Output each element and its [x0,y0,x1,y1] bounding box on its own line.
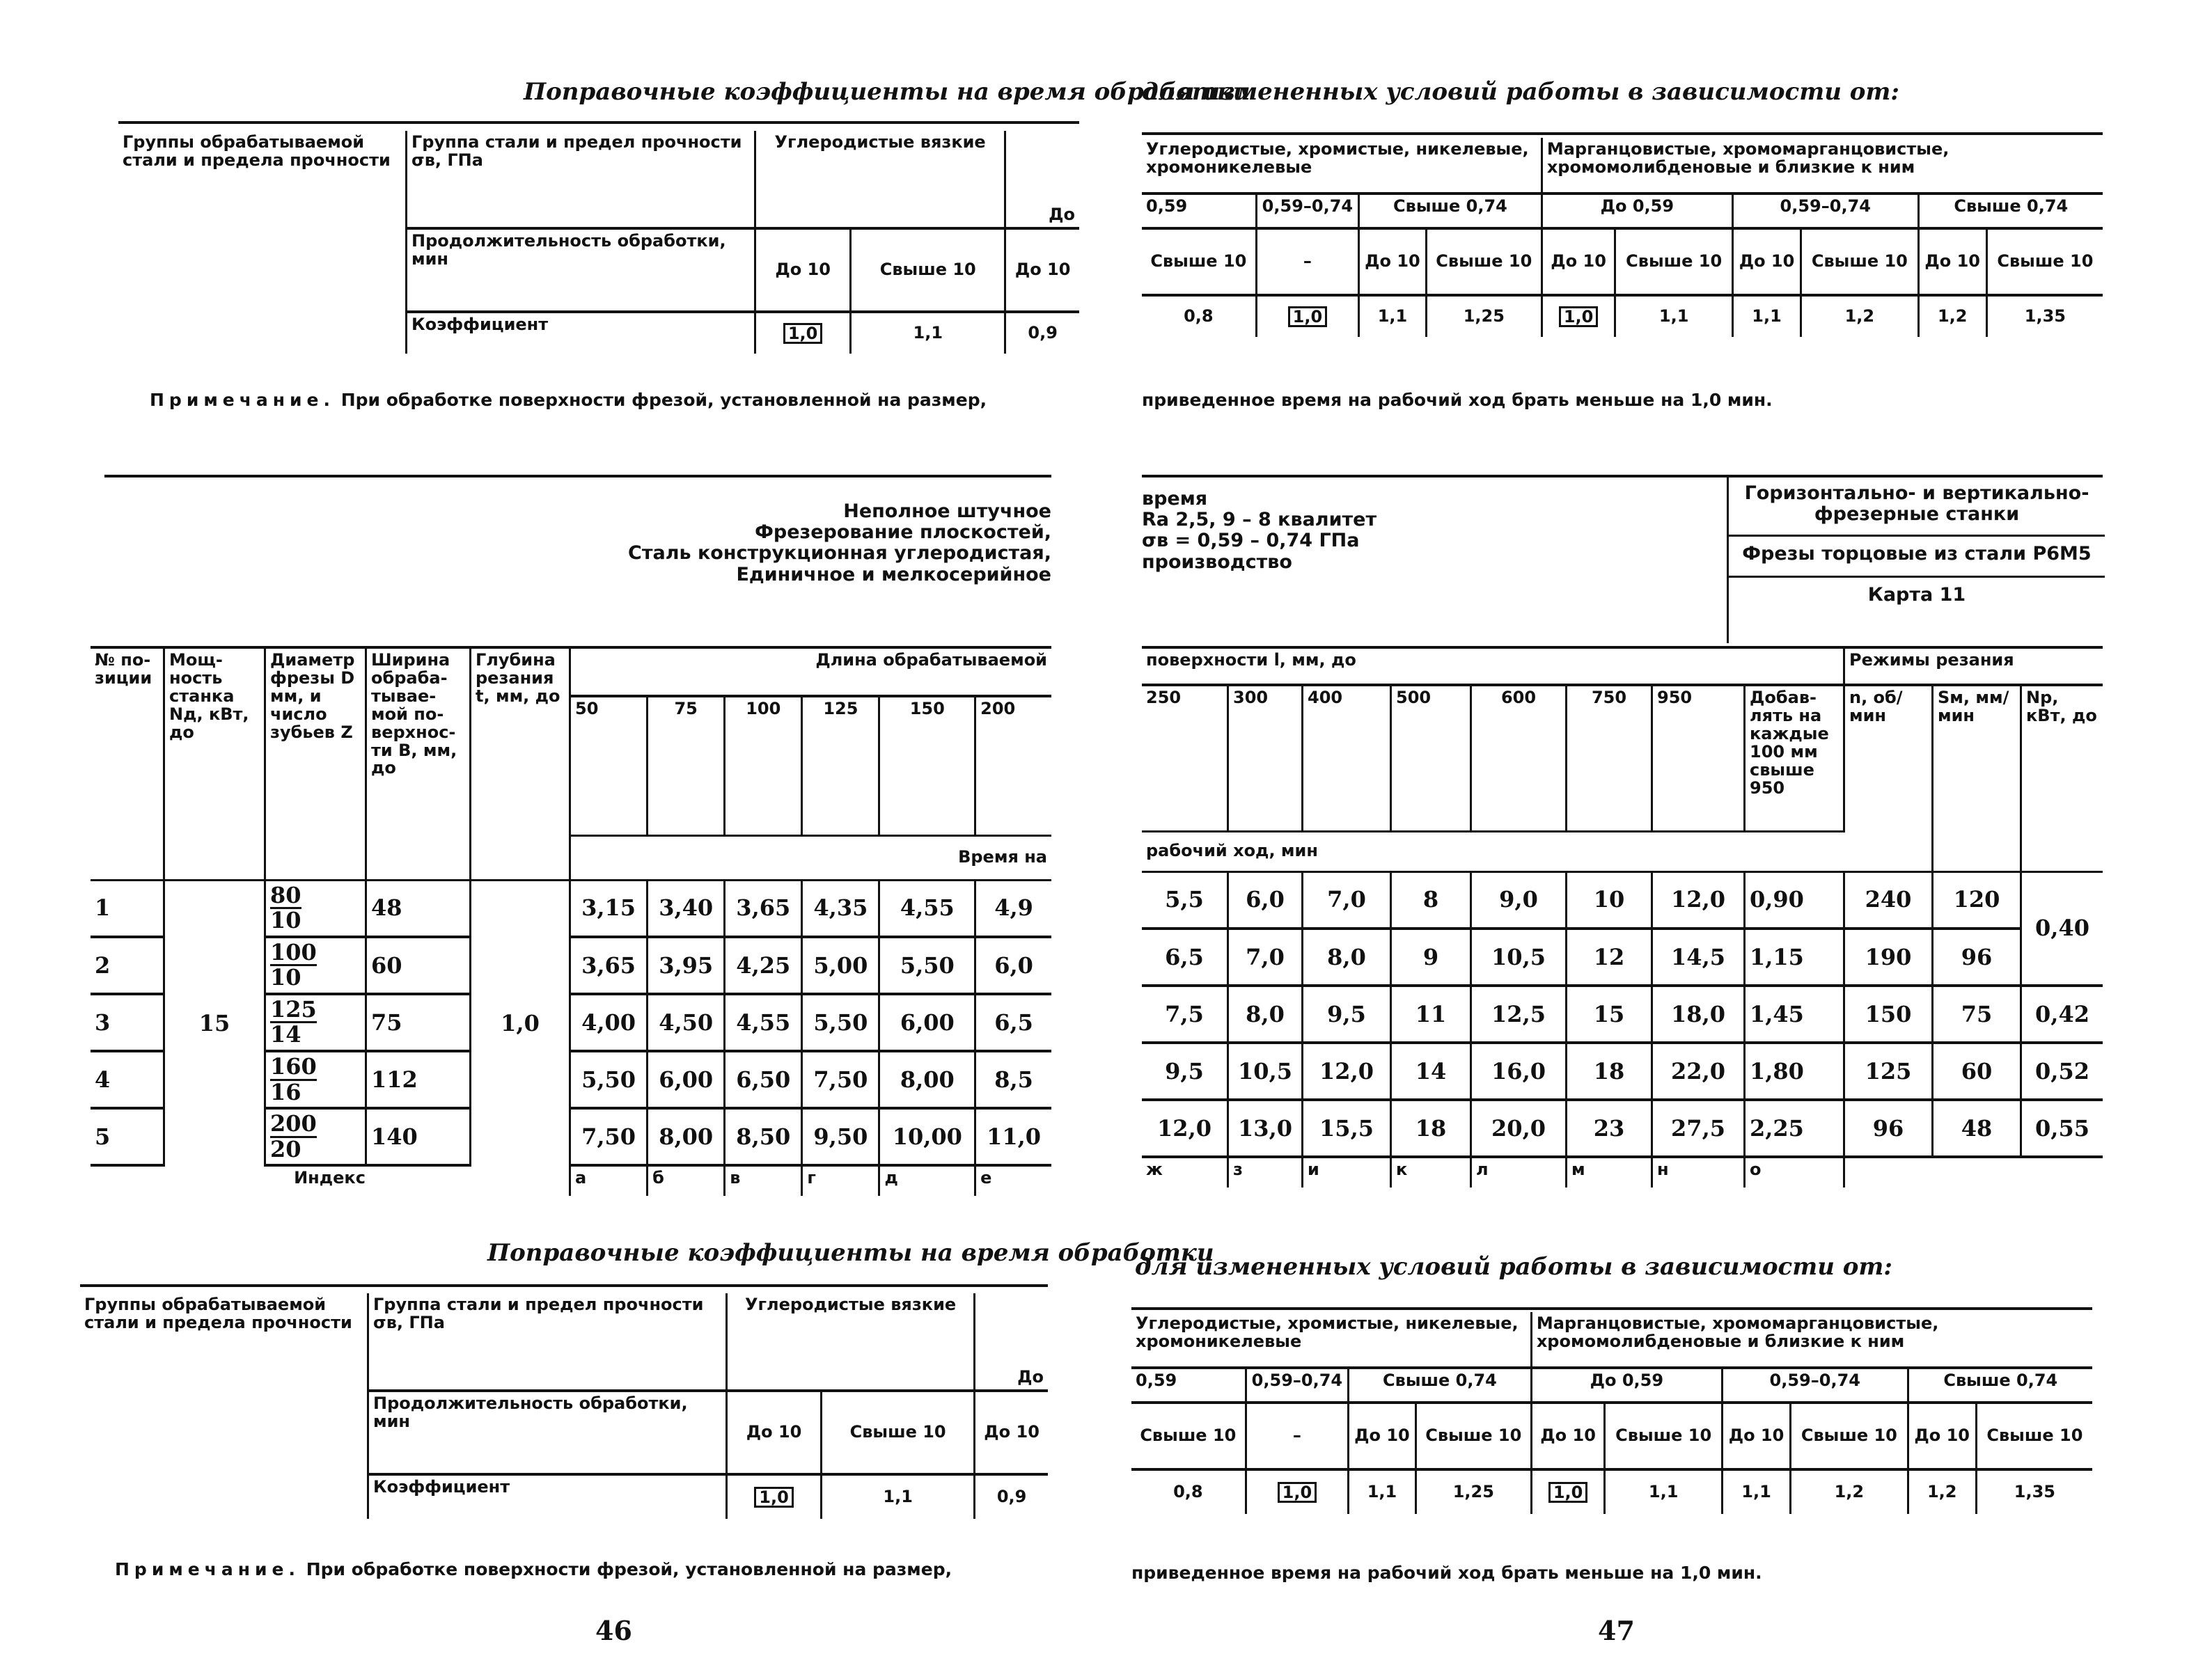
add-label: Добав-лять на каждые 100 мм свыше 950 [1745,685,1844,831]
duration-label: Продолжительность обработки, мин [407,228,755,312]
page-number-right: 47 [1598,1615,1635,1646]
diameter: 100 [270,938,317,965]
n-cell: 240 [1844,871,1933,929]
time-cell: 5,00 [802,937,879,994]
header-line: Неполное штучное [843,500,1051,522]
group-label: Группы обрабатываемой стали и предела прочности [118,131,407,354]
length-150: 150 [879,696,975,835]
width-value: 112 [366,1051,471,1108]
duration: До 10 [1908,1403,1976,1469]
time-cell: 4,55 [725,994,802,1051]
duration: – [1256,228,1358,295]
left-header-block [592,501,1051,585]
table-row [1142,929,2103,986]
header-line: Фрезерование плоскостей, [755,521,1051,544]
col-power: Мощ-ность станка Nд, кВт, до [164,647,265,880]
time-cell: 10 [1567,871,1652,929]
pos: 3 [91,994,164,1051]
range: 0,59–0,74 [1732,194,1918,228]
time-cell: 3,15 [570,880,648,937]
time-cell: 9,5 [1303,986,1391,1043]
time-cell: 3,95 [648,937,725,994]
s-label: Sм, мм/мин [1933,685,2021,831]
time-cell: 18 [1391,1100,1471,1157]
pos: 1 [91,880,164,937]
range: 0,59–0,74 [1256,194,1358,228]
coef-value: 1,0 [783,323,823,344]
col-up10-b: До 10 [975,1391,1048,1474]
diameter: 125 [270,995,317,1023]
n-cell: 150 [1844,986,1933,1043]
range: 0,59 [1142,194,1256,228]
rule [80,1284,1048,1287]
diameter: 80 [270,881,301,908]
duration: Свыше 10 [1426,228,1542,295]
s-cell: 60 [1933,1043,2021,1100]
index-cell: д [879,1165,975,1196]
range: Свыше 0,74 [1918,194,2103,228]
time-cell: 9,50 [802,1108,879,1165]
teeth: 10 [270,907,301,934]
right-header-right [1727,476,2105,643]
col-width: Ширина обраба-тывае-мой по-верхнос-ти В, мм, до [366,647,471,880]
add-cell: 1,80 [1745,1043,1844,1100]
add-cell: 2,25 [1745,1100,1844,1157]
coef-label: Коэффициент [407,312,755,354]
coef-value: 1,1 [822,1474,975,1519]
range: Свыше 0,74 [1359,194,1542,228]
range: 0,59–0,74 [1246,1368,1348,1403]
coef-value: 0,9 [1028,323,1058,343]
time-cell: 3,65 [570,937,648,994]
time-cell: 12,0 [1142,1100,1228,1157]
pos: 5 [91,1108,164,1165]
group2-label: Марганцовистые, хромомарганцовистые, хромомолибденовые и близкие к ним [1542,138,2103,194]
do-label: До [975,1293,1048,1391]
n-cell: 190 [1844,929,1933,986]
time-cell: 6,0 [1228,871,1303,929]
time-cell: 11,0 [975,1108,1051,1165]
time-cell: 15 [1567,986,1652,1043]
time-cell: 12,0 [1652,871,1745,929]
n-label: n, об/мин [1844,685,1933,831]
length-50: 50 [570,696,648,835]
index-cell: е [980,1168,992,1188]
time-cell: 6,50 [725,1051,802,1108]
duration: Свыше 10 [1605,1403,1722,1469]
coef-value: 1,35 [2024,306,2066,326]
index-cell: м [1567,1157,1652,1187]
length: 600 [1471,685,1567,831]
table-row [1142,1043,2103,1100]
teeth: 20 [270,1135,301,1162]
col-diam: Диаметр фрезы D мм, и число зубьев Z [265,647,366,880]
coef-value: 1,1 [1359,295,1427,337]
right-header-left [1142,489,1699,573]
coef-value: 1,0 [1278,1482,1317,1503]
col-over10: Свыше 10 [822,1391,975,1474]
header-line: производство [1142,551,1292,573]
group-label: Группы обрабатываемой стали и предела прочности [80,1293,368,1519]
time-cell: 4,35 [802,880,879,937]
index-cell: к [1391,1157,1471,1187]
left-coef-table-top [118,131,1079,354]
index-cell: и [1303,1157,1391,1187]
time-cell: 8,50 [725,1108,802,1165]
length: 950 [1652,685,1745,831]
machines-label: Горизонтально- и вертикально-фрезерные станки [1729,476,2105,537]
left-coef-table-bottom [80,1293,1048,1519]
time-cell: 14,5 [1652,929,1745,986]
right-bottom-title: для измененных условий работы в зависимости от: [1135,1253,1892,1281]
rule [1131,1307,2092,1310]
table-row [1142,986,2103,1043]
group2-label: Марганцовистые, хромомарганцовистые, хромомолибденовые и близкие к ним [1531,1312,2092,1368]
teeth: 10 [270,964,301,991]
time-cell: 12,5 [1471,986,1567,1043]
carbon-label: Углеродистые вязкие [727,1293,975,1391]
time-cell: 7,50 [802,1051,879,1108]
duration: До 10 [1732,228,1801,295]
header-line: Сталь конструкционная углеродистая, [628,542,1051,565]
pos: 4 [91,1051,164,1108]
time-cell: 5,50 [802,994,879,1051]
time-cell: 23 [1567,1100,1652,1157]
length-label: Длина обрабатываемой [570,647,1052,696]
index-cell: н [1652,1157,1745,1187]
left-note-top [150,390,987,410]
index-cell: а [570,1165,648,1196]
time-cell: 4,25 [725,937,802,994]
time-cell: 5,50 [879,937,975,994]
coef-value: 1,0 [754,1487,794,1508]
time-cell: 4,00 [570,994,648,1051]
right-top-title: для измененных условий работы в зависимости от: [1142,78,1899,106]
time-cell: 18 [1567,1043,1652,1100]
diameter: 160 [270,1053,317,1080]
coef-value: 1,1 [1732,295,1801,337]
n-cell: 96 [1844,1100,1933,1157]
rule [104,475,1051,478]
group1-label: Углеродистые, хромистые, никелевые, хромоникелевые [1142,138,1542,194]
coef-value: 1,0 [1288,306,1328,327]
modes-label: Режимы резания [1844,647,2103,685]
table-row [1142,1100,2103,1157]
page-number-left: 46 [595,1615,632,1646]
time-cell: 8,0 [1303,929,1391,986]
time-cell: 4,9 [975,880,1051,937]
add-cell: 1,15 [1745,929,1844,986]
coef-value: 1,1 [851,312,1005,354]
power-value: 15 [164,880,265,1165]
group1-label: Углеродистые, хромистые, никелевые, хромоникелевые [1131,1312,1531,1368]
diameter: 200 [270,1110,317,1137]
np-cell: 0,52 [2021,1043,2103,1100]
col-pos: № по-зиции [91,647,164,880]
time-cell: 9,5 [1142,1043,1228,1100]
width-value: 140 [366,1108,471,1165]
duration: Свыше 10 [1791,1403,1908,1469]
cutters-label: Фрезы торцовые из стали Р6М5 [1729,537,2105,578]
np-cell: 0,55 [2021,1100,2103,1157]
range: До 0,59 [1531,1368,1722,1403]
table-row [91,880,1051,937]
time-cell: 18,0 [1652,986,1745,1043]
index-cell: г [802,1165,879,1196]
time-cell: 7,5 [1142,986,1228,1043]
coef-label: Коэффициент [368,1474,727,1519]
s-cell: 120 [1933,871,2021,929]
left-note-bottom [115,1559,952,1579]
surface-label: поверхности l, мм, до [1142,647,1844,685]
note-text: При обработке поверхности фрезой, установленной на размер, [340,390,987,410]
pos: 2 [91,937,164,994]
col-over10: Свыше 10 [851,228,1005,312]
note-lead: Примечание. [150,390,336,410]
time-cell: 8,5 [975,1051,1051,1108]
left-bottom-title: Поправочные коэффициенты на время обработки [487,1239,1214,1267]
time-cell: 13,0 [1228,1100,1303,1157]
coef-value: 0,8 [1142,295,1256,337]
time-cell: 4,50 [648,994,725,1051]
time-cell: 8,00 [879,1051,975,1108]
time-cell: 7,0 [1228,929,1303,986]
header-line: σв = 0,59 – 0,74 ГПа [1142,530,1360,552]
duration: Свыше 10 [1615,228,1732,295]
coef-value: 1,1 [1615,295,1732,337]
s-cell: 48 [1933,1100,2021,1157]
coef-value: 1,2 [1791,1469,1908,1514]
carbon-label: Углеродистые вязкие [755,131,1005,228]
work-label: рабочий ход, мин [1142,831,1844,871]
right-main-table [1142,646,2103,1187]
col-up10: До 10 [755,228,851,312]
left-top-title: Поправочные коэффициенты на время обработки [524,78,1250,106]
duration: До 10 [1349,1403,1416,1469]
range: 0,59 [1131,1368,1246,1403]
steel-label: Группа стали и предел прочности σв, ГПа [407,131,755,228]
index-cell: л [1471,1157,1567,1187]
index-cell: о [1745,1157,1844,1187]
length: 750 [1567,685,1652,831]
col-up10-b: До 10 [1005,228,1079,312]
time-cell: 27,5 [1652,1100,1745,1157]
time-cell: 6,00 [879,994,975,1051]
time-cell: 6,5 [975,994,1051,1051]
duration: До 10 [1542,228,1615,295]
rule [1142,132,2103,135]
time-cell: 14 [1391,1043,1471,1100]
range: Свыше 0,74 [1349,1368,1532,1403]
index-label: Индекс [91,1165,570,1196]
time-cell: 12 [1567,929,1652,986]
time-cell: 3,40 [648,880,725,937]
time-cell: 9,0 [1471,871,1567,929]
time-label: Время на [570,835,1052,880]
add-cell: 1,45 [1745,986,1844,1043]
width-value: 48 [366,880,471,937]
length-75: 75 [648,696,725,835]
index-cell: з [1228,1157,1303,1187]
card-label: Карта 11 [1867,584,1966,606]
coef-value: 1,25 [1415,1469,1531,1514]
length: 250 [1142,685,1228,831]
np-label: Nр, кВт, до [2026,688,2097,725]
time-cell: 12,0 [1303,1043,1391,1100]
add-cell: 0,90 [1745,871,1844,929]
time-cell: 6,00 [648,1051,725,1108]
time-cell: 5,50 [570,1051,648,1108]
time-cell: 10,5 [1228,1043,1303,1100]
time-cell: 11 [1391,986,1471,1043]
length: 300 [1228,685,1303,831]
s-cell: 75 [1933,986,2021,1043]
left-main-table [91,646,1051,1196]
time-cell: 3,65 [725,880,802,937]
np-cell: 0,40 [2021,871,2103,986]
duration: До 10 [1531,1403,1605,1469]
time-cell: 16,0 [1471,1043,1567,1100]
range: До 0,59 [1542,194,1732,228]
n-cell: 125 [1844,1043,1933,1100]
coef-value: 1,0 [1548,1482,1588,1503]
time-cell: 6,5 [1142,929,1228,986]
table-row [1142,871,2103,929]
col-up10: До 10 [727,1391,822,1474]
time-cell: 20,0 [1471,1100,1567,1157]
note-text: При обработке поверхности фрезой, установленной на размер, [306,1559,952,1579]
teeth: 16 [270,1078,301,1105]
right-coef-table-top [1142,138,2103,337]
duration: Свыше 10 [1801,228,1918,295]
time-cell: 8,0 [1228,986,1303,1043]
right-coef-table-bottom [1131,1312,2092,1514]
coef-value: 1,25 [1426,295,1542,337]
header-line: время [1142,488,1208,510]
do-label: До [1005,131,1079,228]
coef-value: 0,8 [1131,1469,1246,1514]
rule [118,121,1079,124]
coef-value: 1,2 [1801,295,1918,337]
teeth: 14 [270,1021,301,1048]
time-cell: 8,00 [648,1108,725,1165]
col-depth: Глубина резания t, мм, до [471,647,570,880]
time-cell: 7,0 [1303,871,1391,929]
time-cell: 22,0 [1652,1043,1745,1100]
duration: Свыше 10 [1131,1403,1246,1469]
time-cell: 10,5 [1471,929,1567,986]
coef-value: 1,35 [2014,1482,2055,1502]
length: 400 [1303,685,1391,831]
duration: Свыше 10 [1976,1403,2092,1469]
time-cell: 6,0 [975,937,1051,994]
duration: Свыше 10 [1415,1403,1531,1469]
index-cell: ж [1142,1157,1228,1187]
duration: До 10 [1722,1403,1790,1469]
range: Свыше 0,74 [1908,1368,2092,1403]
length: 500 [1391,685,1471,831]
coef-value: 1,2 [1918,295,1986,337]
right-note-top: приведенное время на рабочий ход брать меньше на 1,0 мин. [1142,390,1773,410]
time-cell: 9 [1391,929,1471,986]
length-125: 125 [802,696,879,835]
s-cell: 96 [1933,929,2021,986]
width-value: 60 [366,937,471,994]
coef-value: 1,0 [1559,306,1599,327]
time-cell: 8 [1391,871,1471,929]
length-100: 100 [725,696,802,835]
index-cell: в [725,1165,802,1196]
header-line: Ra 2,5, 9 – 8 квалитет [1142,509,1377,531]
index-cell: б [648,1165,725,1196]
duration: Свыше 10 [1142,228,1256,295]
coef-value: 1,1 [1605,1469,1722,1514]
duration-label: Продолжительность обработки, мин [368,1391,727,1474]
coef-value: 1,1 [1349,1469,1416,1514]
note-lead: Примечание. [115,1559,301,1579]
range: 0,59–0,74 [1722,1368,1908,1403]
time-cell: 5,5 [1142,871,1228,929]
np-cell: 0,42 [2021,986,2103,1043]
right-note-bottom: приведенное время на рабочий ход брать меньше на 1,0 мин. [1131,1563,1762,1583]
time-cell: 7,50 [570,1108,648,1165]
header-line: Единичное и мелкосерийное [736,563,1051,585]
coef-value: 1,1 [1722,1469,1790,1514]
duration: До 10 [1918,228,1986,295]
duration: Свыше 10 [1986,228,2103,295]
length-200: 200 [980,699,1016,718]
width-value: 75 [366,994,471,1051]
time-cell: 15,5 [1303,1100,1391,1157]
time-cell: 10,00 [879,1108,975,1165]
depth-value: 1,0 [471,880,570,1165]
coef-value: 1,2 [1908,1469,1976,1514]
steel-label: Группа стали и предел прочности σв, ГПа [368,1293,727,1391]
duration: – [1246,1403,1348,1469]
coef-value: 0,9 [996,1487,1027,1507]
duration: До 10 [1359,228,1427,295]
time-cell: 4,55 [879,880,975,937]
